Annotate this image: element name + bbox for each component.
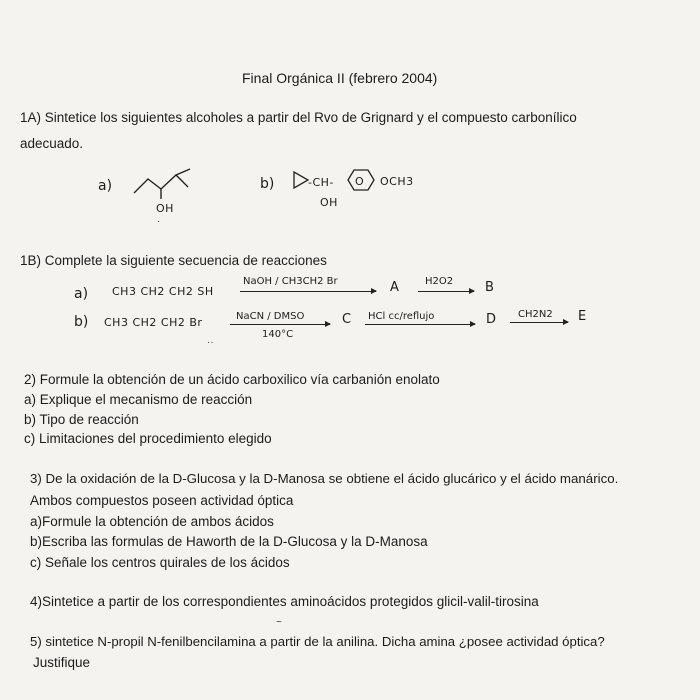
reaction-b-reagent-2: HCl cc/reflujo: [368, 311, 435, 322]
reaction-a-arrow-1: [240, 291, 376, 292]
reaction-b-arrow-3: [510, 322, 568, 323]
structure-b-oh: OH: [320, 196, 338, 209]
page-title: Final Orgánica II (febrero 2004): [242, 70, 438, 86]
reaction-b-reagent-1: NaCN / DMSO: [236, 311, 305, 322]
speck: ~: [276, 617, 282, 628]
question-2-item-c: c) Limitaciones del procedimiento elegido: [24, 431, 272, 446]
question-1a-label-b: b): [260, 176, 275, 192]
reaction-b-product-e: E: [578, 309, 587, 324]
structure-a-skeletal: [128, 165, 208, 205]
reaction-b-arrow-1: [230, 324, 330, 325]
reaction-a-arrow-2: [418, 291, 474, 292]
reaction-b-product-c: C: [342, 312, 352, 327]
reaction-a-reagent-2: H2O2: [425, 276, 454, 287]
question-3-text-continued: Ambos compuestos poseen actividad óptica: [30, 493, 294, 508]
question-1a-label-a: a): [98, 178, 113, 194]
question-1b-text: 1B) Complete la siguiente secuencia de reacciones: [20, 253, 327, 268]
reaction-b-reactant: CH3 CH2 CH2 Br: [104, 316, 203, 329]
reaction-b-reagent-3: CH2N2: [518, 309, 553, 320]
question-3-text: 3) De la oxidación de la D-Glucosa y la D-Manosa se obtiene el ácido glucárico y el ácido manárico.: [30, 471, 619, 486]
reaction-b-arrow-2: [365, 324, 475, 325]
question-2-item-a: a) Explique el mecanismo de reacción: [24, 392, 253, 407]
question-5-text: 5) sintetice N-propil N-fenilbencilamina a partir de la anilina. Dicha amina ¿posee actividad óptica?: [30, 634, 605, 649]
reaction-b-product-d: D: [486, 312, 497, 327]
reaction-a-product-b: B: [485, 280, 494, 295]
structure-b-och3: OCH3: [380, 175, 414, 188]
speck: ·: [157, 216, 161, 227]
question-1a-text: 1A) Sintetice los siguientes alcoholes a partir del Rvo de Grignard y el compuesto carbonílico: [20, 110, 577, 125]
reaction-a-label: a): [74, 286, 89, 302]
reaction-a-product-a: A: [390, 280, 399, 295]
question-5-text-continued: Justifique: [33, 655, 91, 670]
question-2-item-b: b) Tipo de reacción: [24, 412, 139, 427]
structure-b-ch: -CH-: [308, 176, 334, 189]
structure-a-oh: OH: [156, 202, 174, 215]
reaction-b-condition-1: 140°C: [262, 329, 294, 340]
question-2-text: 2) Formule la obtención de un ácido carboxilico vía carbanión enolato: [24, 372, 440, 387]
question-3-item-c: c) Señale los centros quirales de los ácidos: [30, 555, 290, 570]
question-3-item-a: a)Formule la obtención de ambos ácidos: [30, 514, 274, 529]
reaction-b-label: b): [74, 314, 89, 330]
question-1a-text-continued: adecuado.: [20, 136, 84, 151]
reaction-a-reagent-1: NaOH / CH3CH2 Br: [243, 276, 338, 287]
reaction-a-reactant: CH3 CH2 CH2 SH: [112, 285, 214, 298]
structure-b-ring-label: O: [355, 175, 365, 188]
question-3-item-b: b)Escriba las formulas de Haworth de la D-Glucosa y la D-Manosa: [30, 534, 428, 549]
question-4-text: 4)Sintetice a partir de los correspondientes aminoácidos protegidos glicil-valil-tirosina: [30, 594, 539, 609]
speck: ··: [207, 337, 214, 348]
